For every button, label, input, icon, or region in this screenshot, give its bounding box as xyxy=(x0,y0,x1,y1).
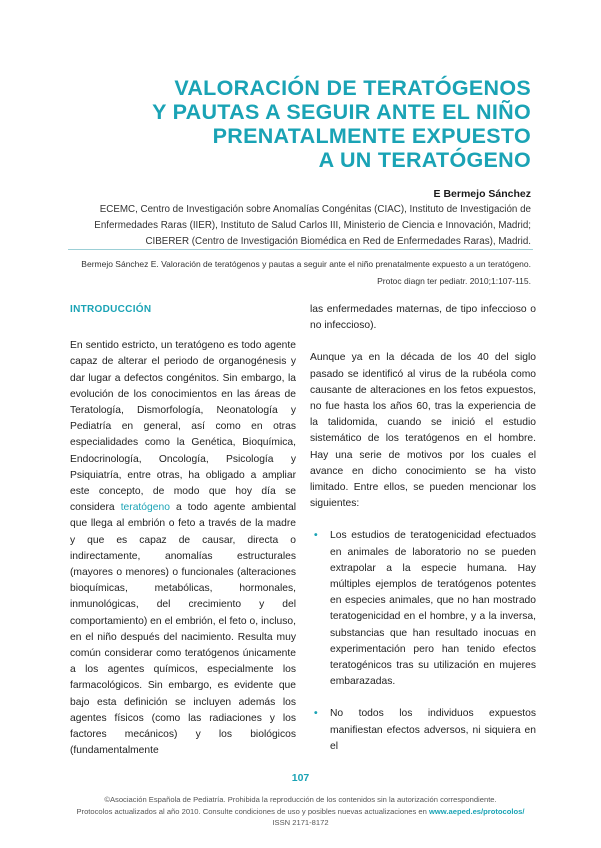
author-name: E Bermejo Sánchez xyxy=(433,188,531,200)
bullet-icon: • xyxy=(314,708,318,720)
protocols-link[interactable]: www.aeped.es/protocolos/ xyxy=(428,806,525,816)
paragraph: Aunque ya en la década de los 40 del siglo pasado se identificó al virus de la rubéola como causante de alteraciones en los fetos expuestos, no fue hasta los años 60, tras la experiencia de la talidomida, cuando se inició el estudio sistemático de los teratógenos en el hombre. Hay una serie de motivos por los cuales el avance en dicho conocimiento se ha visto limitado. Entre ellos, se pueden mencionar los siguientes: xyxy=(310,352,536,510)
footer-line xyxy=(0,806,601,818)
citation-line: Protoc diagn ter pediatr. 2010;1:107-115. xyxy=(377,276,531,286)
affiliation-line: CIBERER (Centro de Investigación Biomédica en Red de Enfermedades Raras), Madrid. xyxy=(145,236,531,247)
copyright-line: ©Asociación Española de Pediatría. Prohibida la reproducción de los contenidos sin la autorización correspondiente. xyxy=(104,795,497,804)
citation xyxy=(61,256,531,290)
list-item xyxy=(310,528,536,690)
intro-paragraph xyxy=(70,338,296,759)
paragraph-text: En sentido estricto, un teratógeno es todo agente capaz de alterar el periodo de organogénesis y dar lugar a defectos congénitos. Sin embargo, la evolución de los conocimientos en las áreas de Teratología, Dismorfología, Neonatología y Pediatría en general, así como en otras especialidades como la Genética, Bioquímica, Endocrinología, Oncología, Psicología y Psiquiatría, entre otras, ha obligado a ampliar este concepto, de modo que hoy día se considera xyxy=(70,340,296,514)
list-item-text: No todos los individuos expuestos manifiestan efectos adversos, ni siquiera en el xyxy=(330,708,536,752)
right-column xyxy=(310,302,536,771)
affiliation-line: ECEMC, Centro de Investigación sobre Anomalías Congénitas (CIAC), Instituto de Investigación de xyxy=(99,204,531,215)
article-title xyxy=(71,76,531,172)
paragraph: las enfermedades maternas, de tipo infeccioso o no infeccioso). xyxy=(310,304,536,332)
title-line: Y PAUTAS A SEGUIR ANTE EL NIÑO xyxy=(152,100,531,124)
title-line: VALORACIÓN DE TERATÓGENOS xyxy=(174,76,531,100)
section-heading: INTRODUCCIÓN xyxy=(70,304,152,315)
title-line: PRENATALMENTE EXPUESTO xyxy=(212,124,531,148)
list-item-text: Los estudios de teratogenicidad efectuados en animales de laboratorio no se pueden extrapolar a la especie humana. Hay múltiples ejemplos de teratógenos potentes en especies animales, que no han mostrado teratogenicidad en el hombre, y a la inversa, substancias que han resultado inocuas en experimentación pero han tenido efectos teratogénicos tras su utilización en mujeres embarazadas. xyxy=(330,530,536,688)
page-number: 107 xyxy=(291,772,310,784)
bullet-icon: • xyxy=(314,530,318,542)
paragraph-text: a todo agente ambiental que llega al embrión o feto a través de la madre y que es capaz de causar, directa o indirectamente, anomalías estructurales (mayores o menores) o funcionales (alteraciones bioquímicas, metabólicas, hormonales, inmunológicas, del crecimiento y del comportamiento) en el embrión, el feto o, incluso, en el niño después del nacimiento. Resulta muy común considerar como teratógenos únicamente a los agentes químicos, especialmente los farmacológicos. Sin embargo, es evidente que bajo esta definición se incluyen además los agentes físicos (como las radiaciones y los factores mecánicos) y los biológicos (fundamentalmente xyxy=(70,502,296,757)
citation-line: Bermejo Sánchez E. Valoración de teratógenos y pautas a seguir ante el niño prenatalmente expuesto a un teratógeno. xyxy=(81,259,531,269)
header-divider xyxy=(68,249,533,250)
reasons-list xyxy=(310,528,536,755)
affiliation-line: Enfermedades Raras (IIER), Instituto de Salud Carlos III, Ministerio de Ciencia e Innovación, Madrid; xyxy=(94,220,531,231)
footer xyxy=(0,794,601,829)
footer-text: Protocolos actualizados al año 2010. Consulte condiciones de uso y posibles nuevas actualizaciones en xyxy=(76,806,429,816)
teratogeno-link[interactable]: teratógeno xyxy=(120,502,170,514)
left-column xyxy=(70,302,296,759)
issn-line: ISSN 2171-8172 xyxy=(272,818,329,827)
list-item xyxy=(310,706,536,755)
author-affiliation xyxy=(61,202,531,250)
title-line: A UN TERATÓGENO xyxy=(318,148,531,172)
